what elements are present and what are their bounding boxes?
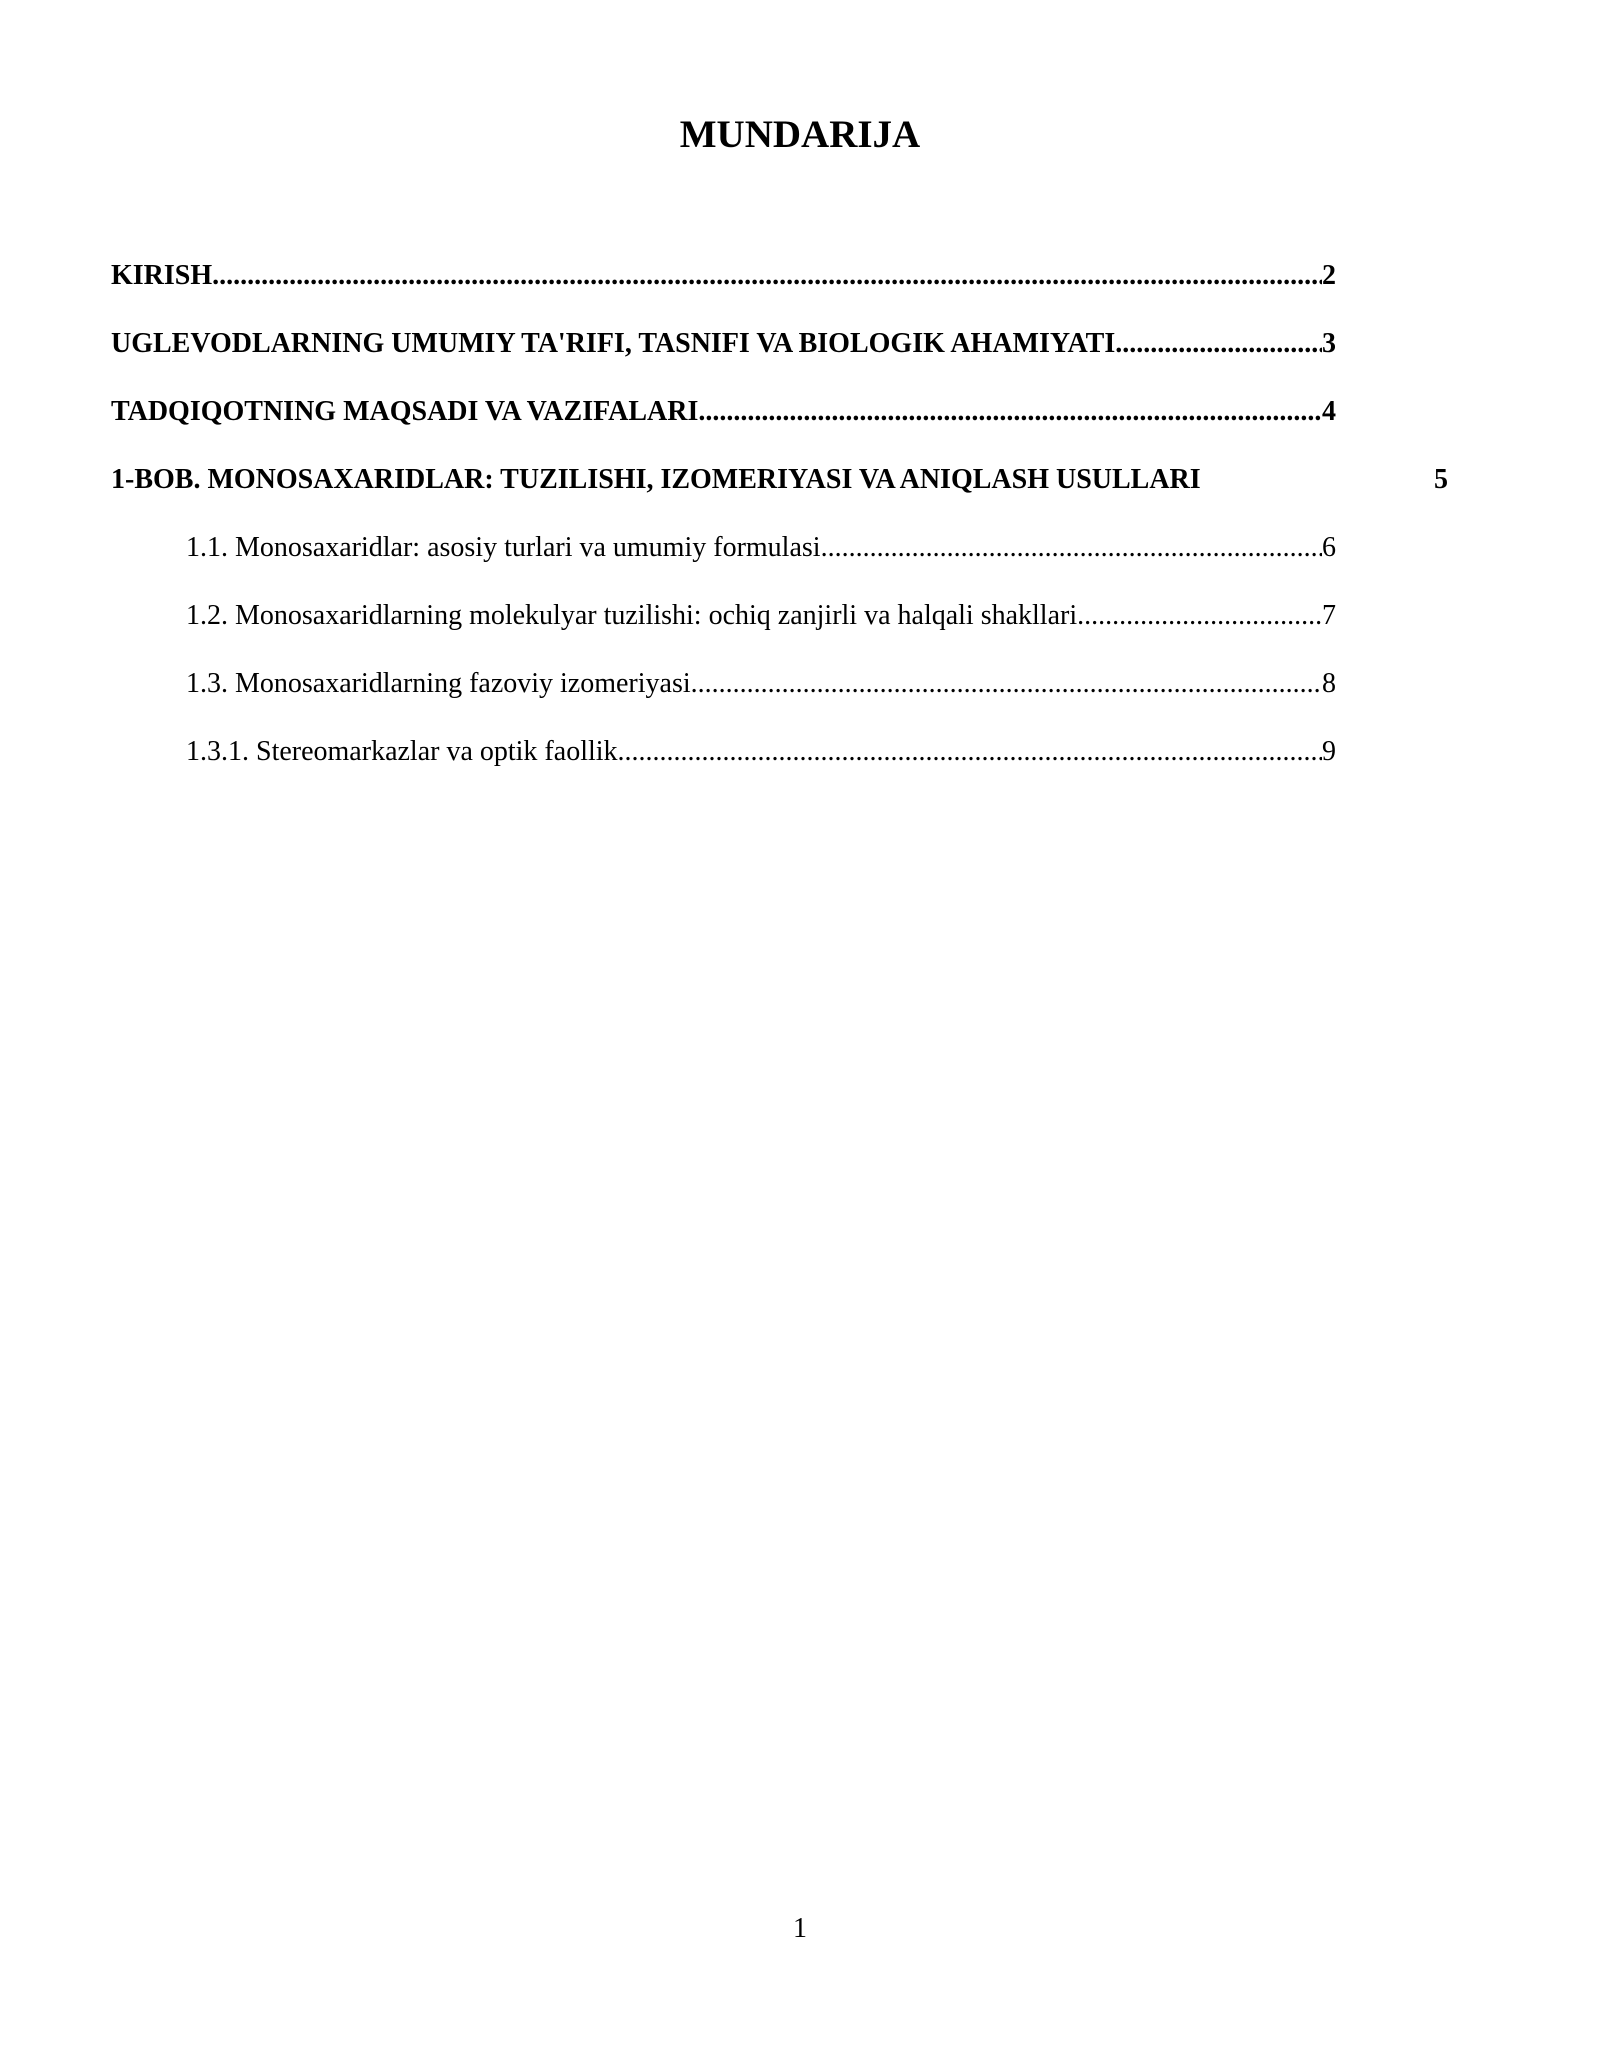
toc-entry-page: 4 <box>1322 396 1336 427</box>
toc-entry[interactable] <box>111 326 1336 394</box>
toc-entry-text: 1.1. Monosaxaridlar: asosiy turlari va umumiy formulasi <box>186 532 821 563</box>
table-of-contents <box>111 258 1481 802</box>
toc-dot-leader <box>691 666 1322 702</box>
toc-entry[interactable] <box>111 394 1336 462</box>
toc-entry-text: 1.3.1. Stereomarkazlar va optik faollik <box>186 736 618 767</box>
toc-entry-text: 1.2. Monosaxaridlarning molekulyar tuzilishi: ochiq zanjirli va halqali shakllari <box>186 600 1078 631</box>
toc-entry-page: 6 <box>1322 532 1336 563</box>
toc-entry-page: 3 <box>1322 328 1336 359</box>
toc-dot-leader <box>618 734 1322 770</box>
toc-entry-text: KIRISH <box>111 260 213 291</box>
toc-entry-page: 8 <box>1322 668 1336 699</box>
toc-entry-text: TADQIQOTNING MAQSADI VA VAZIFALARI <box>111 396 699 427</box>
toc-entry[interactable] <box>111 462 1448 530</box>
toc-entry[interactable] <box>111 530 1336 598</box>
toc-entry-text: UGLEVODLARNING UMUMIY TA'RIFI, TASNIFI VA BIOLOGIK AHAMIYATI <box>111 328 1116 359</box>
toc-dot-leader <box>698 394 1322 430</box>
page-title: MUNDARIJA <box>679 113 921 156</box>
toc-entry-page: 9 <box>1322 736 1336 767</box>
toc-dot-leader <box>212 258 1322 294</box>
toc-entry[interactable] <box>111 734 1336 802</box>
toc-entry-text: 1.3. Monosaxaridlarning fazoviy izomeriyasi <box>186 668 691 699</box>
toc-entry-page: 7 <box>1322 600 1336 631</box>
toc-entry[interactable] <box>111 258 1336 326</box>
toc-entry[interactable] <box>111 666 1336 734</box>
toc-dot-leader <box>1077 598 1322 634</box>
page-number: 1 <box>793 1913 807 1944</box>
toc-dot-leader <box>1115 326 1322 362</box>
toc-dot-leader <box>821 530 1322 566</box>
toc-entry[interactable] <box>111 598 1336 666</box>
toc-entry-page: 5 <box>1434 464 1448 495</box>
toc-entry-text: 1-BOB. MONOSAXARIDLAR: TUZILISHI, IZOMERIYASI VA ANIQLASH USULLARI <box>111 464 1201 495</box>
toc-entry-page: 2 <box>1322 260 1336 291</box>
